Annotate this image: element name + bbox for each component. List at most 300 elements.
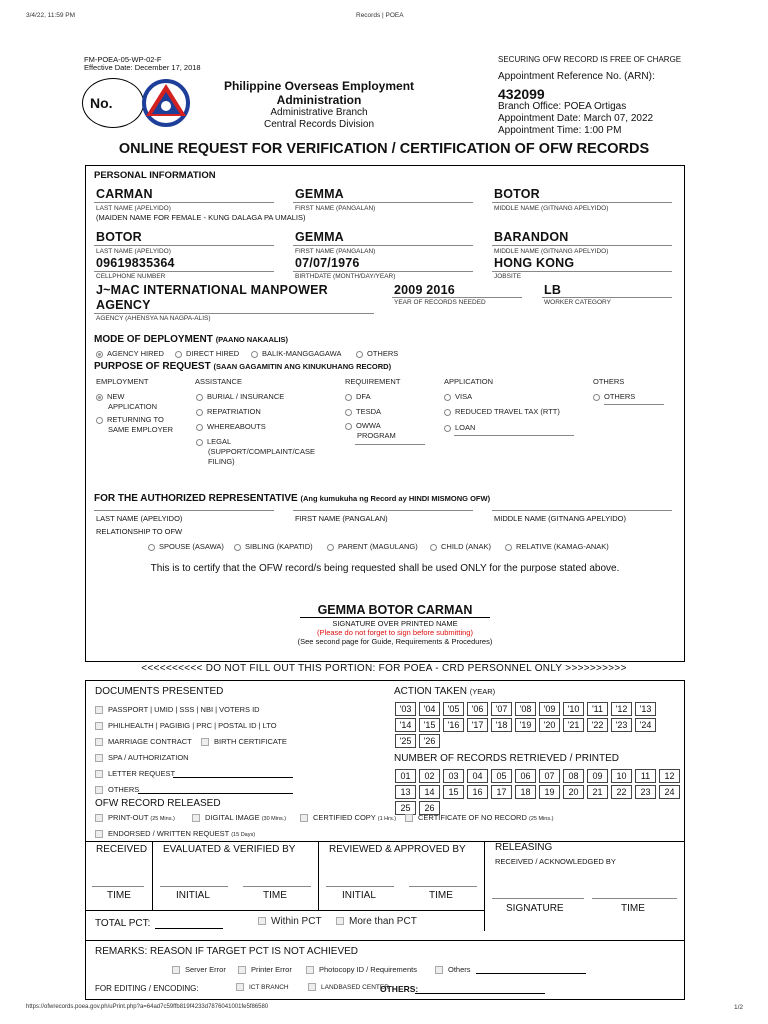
count-box[interactable]: 09 xyxy=(587,769,608,783)
branch-name: Administrative Branch xyxy=(270,107,368,118)
option-label: REDUCED TRAVEL TAX (RTT) xyxy=(455,407,560,416)
branch-office: Branch Office: POEA Ortigas xyxy=(498,101,627,112)
purpose-visa[interactable] xyxy=(444,392,472,402)
years-needed-value: 2009 2016 xyxy=(394,283,455,297)
checkbox-icon xyxy=(192,814,200,822)
maiden-middle-value: BARANDON xyxy=(494,230,569,244)
radio-icon xyxy=(345,394,352,401)
remarks-rule xyxy=(85,940,685,941)
count-box[interactable]: 01 xyxy=(395,769,416,783)
count-box[interactable]: 13 xyxy=(395,785,416,799)
division-name: Central Records Division xyxy=(263,119,375,130)
option-label: LOAN xyxy=(455,423,476,432)
year-box[interactable]: '13 xyxy=(635,702,656,716)
process-mid-rule xyxy=(85,910,484,911)
year-box[interactable]: '07 xyxy=(491,702,512,716)
option-label: BIRTH CERTIFICATE xyxy=(214,737,287,746)
worker-category-label: WORKER CATEGORY xyxy=(544,299,611,306)
agency-value-line2: AGENCY xyxy=(96,298,151,312)
count-box[interactable]: 05 xyxy=(491,769,512,783)
year-box[interactable]: '17 xyxy=(467,718,488,732)
maiden-middle-line xyxy=(492,245,672,246)
option-label: MARRIAGE CONTRACT xyxy=(108,737,192,746)
birthdate-value: 07/07/1976 xyxy=(295,256,360,270)
signature-name: GEMMA BOTOR CARMAN xyxy=(317,603,473,617)
releasing-label: RELEASING xyxy=(495,842,553,853)
year-box[interactable]: '12 xyxy=(611,702,632,716)
evaluated-time-label: TIME xyxy=(263,890,287,901)
option-label: OWWA xyxy=(356,421,381,430)
jobsite-label: JOBSITE xyxy=(494,273,522,280)
rep-middle-label: MIDDLE NAME (GITNANG APELYIDO) xyxy=(494,514,626,523)
rep-first-line[interactable] xyxy=(293,510,473,511)
first-name-value: GEMMA xyxy=(295,187,344,201)
reviewed-initial-label: INITIAL xyxy=(342,890,376,901)
purpose-dfa[interactable] xyxy=(345,392,371,402)
option-label: DIGITAL IMAGE xyxy=(205,813,260,822)
maiden-first-value: GEMMA xyxy=(295,230,344,244)
edit-others-line[interactable] xyxy=(415,993,545,994)
purpose-loan[interactable] xyxy=(444,423,475,433)
rel-certified[interactable] xyxy=(300,813,396,824)
option-label: BURIAL / INSURANCE xyxy=(207,392,285,401)
arn-label: Appointment Reference No. (ARN): xyxy=(498,71,655,82)
cellphone-label: CELLPHONE NUMBER xyxy=(96,273,166,280)
radio-icon xyxy=(444,409,451,416)
count-box[interactable]: 11 xyxy=(635,769,656,783)
purpose-whereabouts[interactable] xyxy=(196,422,266,432)
option-label: REPATRIATION xyxy=(207,407,261,416)
radio-icon xyxy=(593,394,600,401)
deploy-option-label: DIRECT HIRED xyxy=(186,349,240,358)
rep-heading-sub: (Ang kumukuha ng Record ay HINDI MISMONG OFW) xyxy=(300,494,491,503)
doc-passport[interactable] xyxy=(95,705,260,715)
purpose-repatriation[interactable] xyxy=(196,407,261,417)
first-name-label: FIRST NAME (PANGALAN) xyxy=(295,205,376,212)
year-box[interactable]: '08 xyxy=(515,702,536,716)
released-heading: OFW RECORD RELEASED xyxy=(95,798,221,809)
option-label-cont: FILING) xyxy=(208,457,235,466)
checkbox-icon xyxy=(238,966,246,974)
effective-date: Effective Date: December 17, 2018 xyxy=(84,63,201,72)
doc-birth[interactable] xyxy=(201,737,287,747)
radio-icon xyxy=(196,409,203,416)
checkbox-icon xyxy=(435,966,443,974)
option-label-cont: (SUPPORT/COMPLAINT/CASE xyxy=(208,447,315,456)
reason-others[interactable] xyxy=(435,965,471,975)
appointment-time: Appointment Time: 1:00 PM xyxy=(498,125,622,136)
radio-icon xyxy=(444,394,451,401)
deploy-option-label: OTHERS xyxy=(367,349,399,358)
col-others: OTHERS xyxy=(593,377,625,386)
reason-photocopy[interactable] xyxy=(306,965,417,975)
poea-logo-icon xyxy=(140,76,192,130)
letter-line xyxy=(173,777,293,778)
col-assistance: ASSISTANCE xyxy=(195,377,242,386)
radio-icon xyxy=(345,423,352,430)
year-grid xyxy=(395,700,665,748)
option-sub: (25 Mins.) xyxy=(529,816,554,822)
reason-printer[interactable] xyxy=(238,965,292,975)
option-label: LANDBASED CENTER xyxy=(321,984,389,991)
print-url: https://ofwrecords.poea.gov.ph/uPrint.php?a=64ad7c59ffb819f4233d7876041001fe5f86580 xyxy=(26,1004,269,1010)
rel-no-record[interactable] xyxy=(405,813,553,824)
checkbox-icon xyxy=(258,917,266,925)
col-application: APPLICATION xyxy=(444,377,494,386)
count-box[interactable]: 08 xyxy=(563,769,584,783)
purpose-heading-text: PURPOSE OF REQUEST xyxy=(94,361,211,372)
rep-middle-line[interactable] xyxy=(492,510,672,511)
count-box[interactable]: 10 xyxy=(611,769,632,783)
rel-endorsed[interactable] xyxy=(95,829,255,840)
radio-icon xyxy=(96,394,103,401)
form-code: FM-POEA-05-WP-02-F xyxy=(84,55,162,64)
releasing-signature-line[interactable] xyxy=(492,898,584,899)
checkbox-icon xyxy=(306,966,314,974)
process-top-rule xyxy=(85,841,685,842)
purpose-heading xyxy=(94,361,391,372)
option-label: CHILD (ANAK) xyxy=(441,542,492,551)
action-heading-sub: (YEAR) xyxy=(469,687,496,696)
agency-value-line1: J~MAC INTERNATIONAL MANPOWER xyxy=(96,283,328,297)
option-sub: (1 Hrs.) xyxy=(377,816,397,822)
option-label-cont: PROGRAM xyxy=(357,431,396,440)
option-label: WHEREABOUTS xyxy=(207,422,266,431)
count-box[interactable]: 06 xyxy=(515,769,536,783)
personal-info-heading: PERSONAL INFORMATION xyxy=(94,170,216,181)
count-box[interactable]: 23 xyxy=(635,785,656,799)
program-line xyxy=(355,444,425,445)
checkbox-icon xyxy=(308,983,316,991)
checkbox-icon xyxy=(201,738,209,746)
maiden-last-line xyxy=(94,245,274,246)
year-box[interactable]: '03 xyxy=(395,702,416,716)
col-requirement: REQUIREMENT xyxy=(345,377,401,386)
radio-icon xyxy=(148,544,155,551)
cellphone-line xyxy=(94,271,274,272)
doc-others[interactable] xyxy=(95,785,139,795)
received-label: RECEIVED xyxy=(96,844,148,855)
option-label: SPOUSE (ASAWA) xyxy=(159,542,224,551)
action-heading xyxy=(394,686,495,697)
releasing-time-line[interactable] xyxy=(592,898,677,899)
rep-last-line[interactable] xyxy=(94,510,274,511)
edit-landbased[interactable] xyxy=(308,983,389,993)
radio-icon xyxy=(356,351,363,358)
year-box[interactable]: '18 xyxy=(491,718,512,732)
option-label: RETURNING TO xyxy=(107,415,164,424)
option-label: Within PCT xyxy=(271,916,322,927)
last-name-value: CARMAN xyxy=(96,187,153,201)
option-label: Photocopy ID / Requirements xyxy=(319,965,417,974)
agency-label: AGENCY (AHENSYA NA NAGPA-ALIS) xyxy=(96,315,211,322)
year-box[interactable]: '24 xyxy=(635,718,656,732)
agency-name-line1: Philippine Overseas Employment xyxy=(223,79,415,93)
radio-icon xyxy=(196,439,203,446)
middle-name-line xyxy=(492,202,672,203)
count-box[interactable]: 17 xyxy=(491,785,512,799)
guide-note: (See second page for Guide, Requirements & Procedures) xyxy=(297,637,493,646)
acknowledged-label: RECEIVED / ACKNOWLEDGED BY xyxy=(495,857,616,866)
rel-child[interactable] xyxy=(430,542,491,552)
year-box[interactable]: '23 xyxy=(611,718,632,732)
doc-philhealth[interactable] xyxy=(95,721,277,731)
maiden-middle-label: MIDDLE NAME (GITNANG APELYIDO) xyxy=(494,248,609,255)
count-box[interactable]: 24 xyxy=(659,785,680,799)
jobsite-value: HONG KONG xyxy=(494,256,575,270)
checkbox-icon xyxy=(95,738,103,746)
evaluated-initial-line[interactable] xyxy=(160,886,228,887)
years-needed-label: YEAR OF RECORDS NEEDED xyxy=(394,299,486,306)
years-needed-line xyxy=(392,297,522,298)
radio-icon xyxy=(234,544,241,551)
deploy-option-label: AGENCY HIRED xyxy=(107,349,164,358)
deployment-heading xyxy=(94,334,288,345)
option-label: RELATIVE (KAMAG-ANAK) xyxy=(516,542,609,551)
first-name-line xyxy=(293,202,473,203)
radio-icon xyxy=(444,425,451,432)
option-label-cont: SAME EMPLOYER xyxy=(108,425,174,434)
option-sub: (15 Days) xyxy=(231,832,256,838)
print-timestamp: 3/4/22, 11:59 PM xyxy=(26,12,76,19)
evaluated-label: EVALUATED & VERIFIED BY xyxy=(163,844,296,855)
option-label: NEW xyxy=(107,392,125,401)
deploy-agency-hired[interactable] xyxy=(96,349,164,359)
year-box[interactable]: '19 xyxy=(515,718,536,732)
middle-name-label: MIDDLE NAME (GITNANG APELYIDO) xyxy=(494,205,609,212)
radio-icon xyxy=(96,417,103,424)
radio-icon xyxy=(196,424,203,431)
received-time-label: TIME xyxy=(107,890,131,901)
rel-digital[interactable] xyxy=(192,813,286,824)
year-box[interactable]: '11 xyxy=(587,702,608,716)
total-pct-label: TOTAL PCT: xyxy=(95,918,151,929)
checkbox-icon xyxy=(95,706,103,714)
radio-icon xyxy=(251,351,258,358)
rep-last-label: LAST NAME (APELYIDO) xyxy=(96,514,183,523)
reason-others-line[interactable] xyxy=(476,973,586,974)
checkbox-icon xyxy=(405,814,413,822)
count-box[interactable]: 02 xyxy=(419,769,440,783)
count-box[interactable]: 12 xyxy=(659,769,680,783)
count-box[interactable]: 03 xyxy=(443,769,464,783)
count-box[interactable]: 16 xyxy=(467,785,488,799)
rep-first-label: FIRST NAME (PANGALAN) xyxy=(295,514,388,523)
edit-ict[interactable] xyxy=(236,983,289,993)
doc-letter[interactable] xyxy=(95,769,175,779)
releasing-signature-label: SIGNATURE xyxy=(506,903,564,914)
purpose-burial[interactable] xyxy=(196,392,284,402)
option-sub: (25 Mins.) xyxy=(150,816,175,822)
option-label: SPA / AUTHORIZATION xyxy=(108,753,189,762)
maiden-last-value: BOTOR xyxy=(96,230,142,244)
total-pct-line[interactable] xyxy=(155,928,223,929)
deploy-others[interactable] xyxy=(356,349,398,359)
checkbox-icon xyxy=(95,754,103,762)
docs-heading: DOCUMENTS PRESENTED xyxy=(95,686,224,697)
purpose-owwa[interactable] xyxy=(345,421,396,441)
option-label: OTHERS xyxy=(604,392,636,401)
radio-icon xyxy=(327,544,334,551)
option-sub: (30 Mins.) xyxy=(261,816,287,822)
rep-heading xyxy=(94,493,490,504)
rel-spouse[interactable] xyxy=(148,542,224,552)
year-box[interactable]: '14 xyxy=(395,718,416,732)
form-title: ONLINE REQUEST FOR VERIFICATION / CERTIFICATION OF OFW RECORDS xyxy=(118,141,650,157)
count-box[interactable]: 25 xyxy=(395,801,416,815)
maiden-last-label: LAST NAME (APELYIDO) xyxy=(96,248,171,255)
option-label: LEGAL xyxy=(207,437,232,446)
agency-name-line2: Administration xyxy=(276,93,362,107)
checkbox-icon xyxy=(95,814,103,822)
checkbox-icon xyxy=(172,966,180,974)
count-box[interactable]: 26 xyxy=(419,801,440,815)
option-label-cont: APPLICATION xyxy=(108,402,158,411)
option-label: PARENT (MAGULANG) xyxy=(338,542,418,551)
relationship-label: RELATIONSHIP TO OFW xyxy=(96,527,183,536)
free-notice: SECURING OFW RECORD IS FREE OF CHARGE xyxy=(498,55,682,64)
rel-relative[interactable] xyxy=(505,542,609,552)
deployment-heading-sub: (PAANO NAKAALIS) xyxy=(215,335,289,344)
count-box[interactable]: 14 xyxy=(419,785,440,799)
year-box[interactable]: '22 xyxy=(587,718,608,732)
checkbox-icon xyxy=(95,786,103,794)
count-box[interactable]: 18 xyxy=(515,785,536,799)
year-box[interactable]: '15 xyxy=(419,718,440,732)
arn-number: 432099 xyxy=(498,86,545,102)
purpose-heading-sub: (SAAN GAGAMITIN ANG KINUKUHANG RECORD) xyxy=(213,362,392,371)
signature-line xyxy=(300,617,490,618)
option-label: PRINT-OUT xyxy=(108,813,149,822)
checkbox-icon xyxy=(95,770,103,778)
option-label: Server Error xyxy=(185,965,226,974)
editing-label: FOR EDITING / ENCODING: xyxy=(95,984,199,993)
purpose-tesda[interactable] xyxy=(345,407,381,417)
purpose-new-application[interactable] xyxy=(96,392,157,412)
option-label: Others xyxy=(448,965,471,974)
jobsite-line xyxy=(492,271,672,272)
more-than-pct[interactable] xyxy=(336,917,417,927)
remarks-label: REMARKS: REASON IF TARGET PCT IS NOT ACHIEVED xyxy=(95,946,359,957)
deploy-option-label: BALIK-MANGGAGAWA xyxy=(262,349,342,358)
doc-spa[interactable] xyxy=(95,753,189,763)
count-box[interactable]: 04 xyxy=(467,769,488,783)
checkbox-icon xyxy=(95,722,103,730)
year-box[interactable]: '20 xyxy=(539,718,560,732)
print-title: Records | POEA xyxy=(356,12,404,19)
doc-marriage[interactable] xyxy=(95,737,192,747)
year-box[interactable]: '04 xyxy=(419,702,440,716)
option-label: PASSPORT | UMID | SSS | NBI | VOTERS ID xyxy=(108,705,260,714)
releasing-time-label: TIME xyxy=(621,903,645,914)
num-records-heading: NUMBER OF RECORDS RETRIEVED / PRINTED xyxy=(394,753,620,764)
deploy-direct-hired[interactable] xyxy=(175,349,239,359)
year-box[interactable]: '16 xyxy=(443,718,464,732)
reason-server[interactable] xyxy=(172,965,226,975)
crd-divider: <<<<<<<<<< DO NOT FILL OUT THIS PORTION: FOR POEA - CRD PERSONNEL ONLY >>>>>>>>>> xyxy=(141,663,627,674)
num-grid xyxy=(395,767,685,815)
purpose-rtt[interactable] xyxy=(444,407,560,417)
purpose-returning[interactable] xyxy=(96,415,173,435)
signature-label: SIGNATURE OVER PRINTED NAME xyxy=(332,619,458,628)
option-label: TESDA xyxy=(356,407,382,416)
year-box[interactable]: '09 xyxy=(539,702,560,716)
option-label: CERTIFICATE OF NO RECORD xyxy=(418,813,527,822)
certification-text: This is to certify that the OFW record/s being requested shall be used ONLY for the purpose stated above. xyxy=(150,563,620,574)
birthdate-label: BIRTHDATE (MONTH/DAY/YEAR) xyxy=(295,273,396,280)
maiden-first-line xyxy=(293,245,473,246)
col-employment: EMPLOYMENT xyxy=(96,377,149,386)
maiden-first-label: FIRST NAME (PANGALAN) xyxy=(295,248,376,255)
option-label: SIBLING (KAPATID) xyxy=(245,542,313,551)
option-label: ICT BRANCH xyxy=(249,984,289,991)
within-pct[interactable] xyxy=(258,917,322,927)
evaluated-time-line[interactable] xyxy=(243,886,311,887)
maiden-note: (MAIDEN NAME FOR FEMALE - KUNG DALAGA PA UMALIS) xyxy=(96,213,306,222)
edit-others-label: OTHERS: xyxy=(380,984,419,994)
count-box[interactable]: 07 xyxy=(539,769,560,783)
count-box[interactable]: 22 xyxy=(611,785,632,799)
middle-name-value: BOTOR xyxy=(494,187,540,201)
reviewed-time-line[interactable] xyxy=(409,886,477,887)
year-box[interactable]: '21 xyxy=(563,718,584,732)
checkbox-icon xyxy=(95,830,103,838)
year-box[interactable]: '05 xyxy=(443,702,464,716)
reviewed-initial-line[interactable] xyxy=(326,886,394,887)
count-box[interactable]: 21 xyxy=(587,785,608,799)
rel-printout[interactable] xyxy=(95,813,175,824)
last-name-line xyxy=(94,202,274,203)
request-form-box xyxy=(85,165,685,662)
received-time-line[interactable] xyxy=(92,886,144,887)
deploy-balik-manggagawa[interactable] xyxy=(251,349,341,359)
no-label: No. xyxy=(90,95,113,111)
rep-heading-text: FOR THE AUTHORIZED REPRESENTATIVE xyxy=(94,493,298,504)
option-label: OTHERS xyxy=(108,785,140,794)
radio-icon xyxy=(175,351,182,358)
count-box[interactable]: 15 xyxy=(443,785,464,799)
count-box[interactable]: 20 xyxy=(563,785,584,799)
year-box[interactable]: '10 xyxy=(563,702,584,716)
purpose-legal[interactable] xyxy=(196,437,315,467)
option-label: CERTIFIED COPY xyxy=(313,813,376,822)
reviewed-time-label: TIME xyxy=(429,890,453,901)
checkbox-icon xyxy=(300,814,308,822)
checkbox-icon xyxy=(236,983,244,991)
birthdate-line xyxy=(293,271,473,272)
sign-reminder: (Please do not forget to sign before submitting) xyxy=(317,628,473,637)
cellphone-value: 09619835364 xyxy=(96,256,175,270)
count-box[interactable]: 19 xyxy=(539,785,560,799)
purpose-others[interactable] xyxy=(593,392,635,402)
year-box[interactable]: '06 xyxy=(467,702,488,716)
radio-icon xyxy=(196,394,203,401)
action-heading-text: ACTION TAKEN xyxy=(394,686,467,697)
rel-sibling[interactable] xyxy=(234,542,313,552)
worker-category-line xyxy=(542,297,672,298)
loan-line xyxy=(454,435,574,436)
radio-icon xyxy=(345,409,352,416)
doc-others-line xyxy=(138,793,293,794)
option-label: ENDORSED / WRITTEN REQUEST xyxy=(108,829,230,838)
year-box[interactable]: '26 xyxy=(419,734,440,748)
process-col-rule-2 xyxy=(318,841,319,910)
option-label: LETTER REQUEST xyxy=(108,769,176,778)
year-box[interactable]: '25 xyxy=(395,734,416,748)
rel-parent[interactable] xyxy=(327,542,418,552)
deployment-heading-text: MODE OF DEPLOYMENT xyxy=(94,334,213,345)
option-label: VISA xyxy=(455,392,473,401)
